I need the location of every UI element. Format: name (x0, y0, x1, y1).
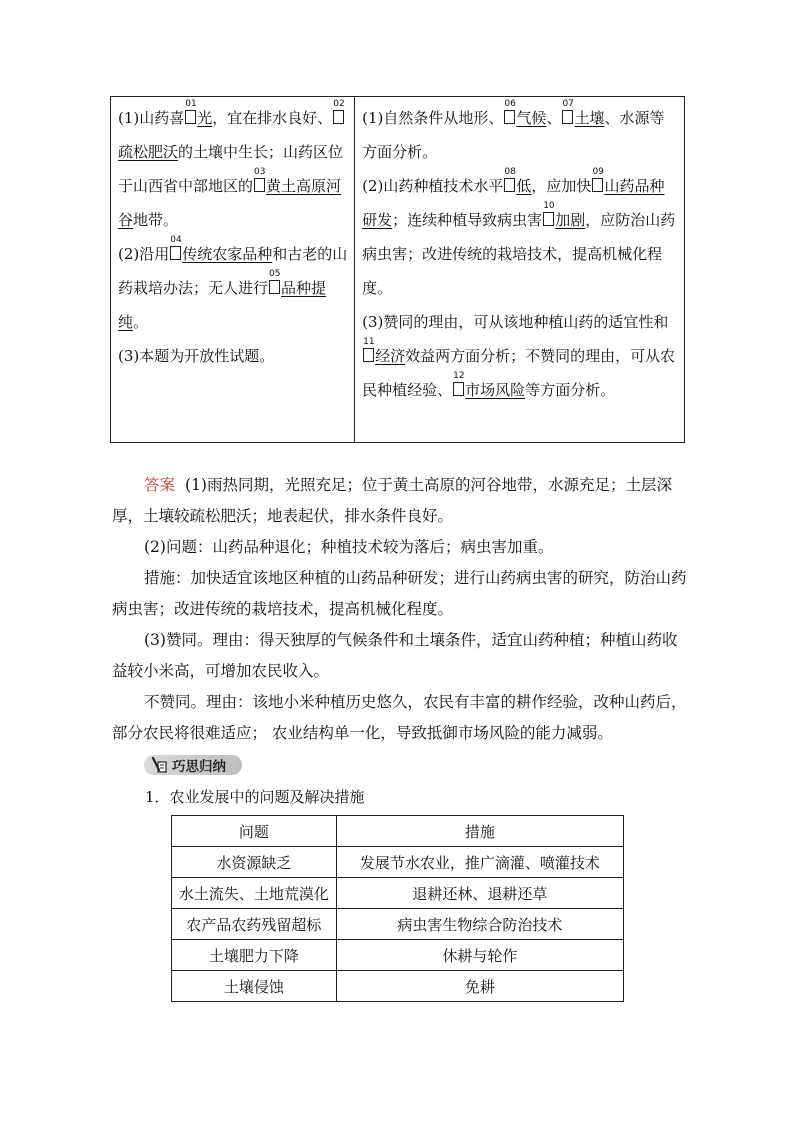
fill-answer: 疏松肥沃 (118, 143, 179, 161)
measures-table (171, 815, 624, 1002)
fill-answer: 低 (516, 177, 532, 195)
blank-box: 01 (185, 110, 196, 124)
fill-answer: 山药品种研发 (362, 177, 665, 229)
answer-paragraph-5: 不赞同。理由：该地小米种植历史悠久，农民有丰富的耕作经验，改种山药后，部分农民将很难适应； 农业结构单一化，导致抵御市场风险的能力减弱。 (112, 693, 687, 742)
hint-right-paragraph-2: (2)山药种植技术水平 08 低，应加快 09 山药品种研发；连续种植导致病虫害 10 加剧，应防治山药病虫害；改进传统的栽培技术，提高机械化程度。 (362, 167, 676, 297)
table-row (172, 940, 624, 971)
answer-paragraph-3: 措施：加快适宜该地区种植的山药品种研发；进行山药病虫害的研究，防治山药病虫害；改进传统的栽培技术，提高机械化程度。 (112, 569, 687, 618)
blank-box: 07 (562, 110, 573, 124)
table-cell: 土壤肥力下降 (172, 940, 337, 971)
fill-answer: 加剧 (555, 211, 586, 229)
blank-box: 06 (504, 110, 515, 124)
table-row (172, 878, 624, 909)
fill-answer: 品种提纯 (118, 279, 327, 331)
blank-box: 03 (254, 178, 265, 192)
table-cell: 退耕还林、退耕还草 (336, 878, 623, 909)
fill-answer: 经济 (375, 347, 406, 365)
blank-box: 08 (504, 178, 515, 192)
answer-paragraph-2: (2)问题：山药品种退化；种植技术较为落后；病虫害加重。 (144, 538, 554, 556)
fill-answer: 黄土高原河谷 (118, 177, 342, 229)
blank-box: 11 (363, 348, 374, 362)
list-title: 1．农业发展中的问题及解决措施 (145, 788, 365, 806)
table-cell: 病虫害生物综合防治技术 (336, 909, 623, 940)
table-header-cell: 问题 (172, 816, 337, 847)
blank-box: 02 (333, 110, 344, 124)
fill-answer: 土壤 (574, 109, 605, 127)
table-header-cell: 措施 (336, 816, 623, 847)
answer-section (112, 470, 687, 749)
fill-answer: 传统农家品种 (182, 245, 273, 263)
hint-right-paragraph-1: (1)自然条件从地形、 06 气候、 07 土壤、水源等方面分析。 (362, 99, 665, 161)
fill-answer: 光 (197, 109, 213, 127)
blank-box: 10 (543, 212, 554, 226)
answer-paragraph-1: 答案 (1)雨热同期，光照充足；位于黄土高原的河谷地带，水源充足；土层深厚，土壤较疏松肥沃；地表起伏，排水条件良好。 (112, 476, 672, 525)
table-cell: 土壤侵蚀 (172, 971, 337, 1002)
table-row (172, 847, 624, 878)
table-row (172, 971, 624, 1002)
answer-label: 答案 (144, 476, 176, 494)
table-row (172, 909, 624, 940)
section-tag: 巧思归纳 (144, 754, 242, 776)
hint-left-paragraph-1: (1)山药喜 01 光，宜在排水良好、 02 疏松肥沃的土壤中生长；山药区位于山西省中部地区的 03 黄土高原河谷地带。 (118, 99, 345, 229)
hint-left-paragraph-2: (2)沿用 04 传统农家品种和古老的山药栽培办法；无人进行 05 品种提纯。 (118, 235, 348, 331)
hint-table (110, 96, 685, 443)
table-cell: 水土流失、土地荒漠化 (172, 878, 337, 909)
blank-box: 05 (269, 280, 280, 294)
fill-answer: 市场风险 (465, 381, 526, 399)
table-cell: 发展节水农业，推广滴灌、喷灌技术 (336, 847, 623, 878)
hint-right-paragraph-3: (3)赞同的理由，可从该地种植山药的适宜性和 11 经济效益两方面分析；不赞同的理由，可从农民种植经验、 12 市场风险等方面分析。 (362, 313, 676, 399)
table-cell: 水资源缺乏 (172, 847, 337, 878)
blank-box: 04 (170, 246, 181, 260)
table-cell: 休耕与轮作 (336, 940, 623, 971)
answer-paragraph-4: (3)赞同。理由：得天独厚的气候条件和土壤条件，适宜山药种植；种植山药收益较小米高，可增加农民收入。 (112, 631, 678, 680)
table-header-row (172, 816, 624, 847)
fill-answer: 气候 (516, 109, 547, 127)
hint-left-paragraph-3: (3)本题为开放性试题。 (118, 347, 275, 365)
pen-notebook-icon (150, 756, 168, 774)
table-cell: 农产品农药残留超标 (172, 909, 337, 940)
hint-column-left (111, 97, 355, 442)
blank-box: 09 (592, 178, 603, 192)
table-cell: 免耕 (336, 971, 623, 1002)
hint-column-right (355, 97, 684, 442)
blank-box: 12 (453, 382, 464, 396)
